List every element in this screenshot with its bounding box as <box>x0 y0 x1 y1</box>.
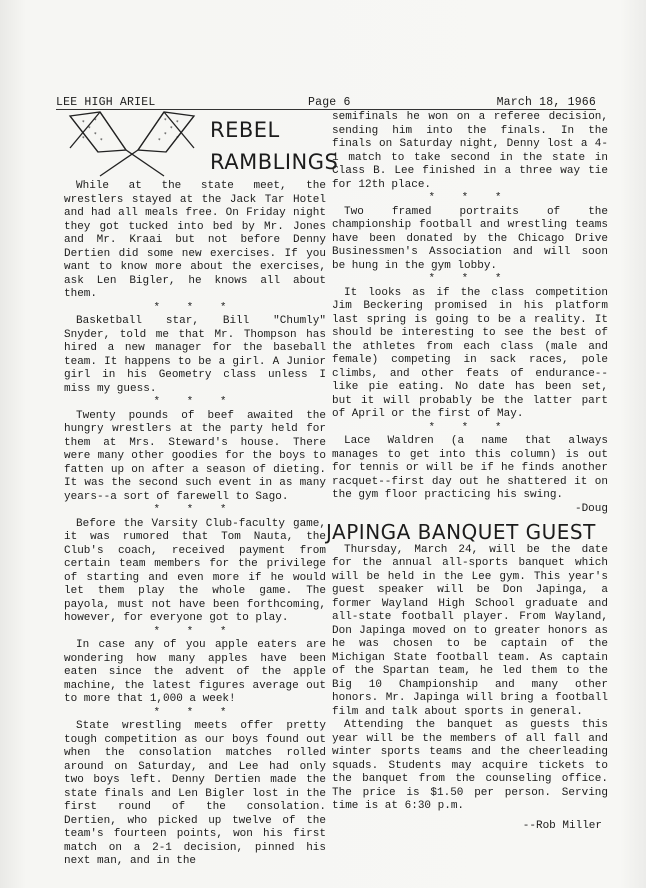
section-separator: * * * <box>153 625 237 638</box>
svg-text:*: * <box>158 138 161 144</box>
section-separator: * * * <box>153 706 237 719</box>
article-paragraph: Twenty pounds of beef awaited the hungry wrestlers at the party held for them at Mrs. Steward's house. There were many other goodies for the boys to fatten up on after a season of dieting. It was the second such event in as many years--a sort of farewell to Sago. <box>64 409 326 503</box>
column-signoff: -Doug <box>574 502 608 515</box>
svg-text:*: * <box>164 118 167 124</box>
issue-date: March 18, 1966 <box>496 96 596 109</box>
article-paragraph: Basketball star, Bill "Chumly" Snyder, told me that Mr. Thompson has hired a new manager for the baseball team. It happens to be a girl. A Junior girl in his Geometry class unless I miss my guess. <box>64 315 326 395</box>
svg-text:*: * <box>82 120 85 126</box>
rebel-crossed-flags-logo <box>64 110 200 180</box>
section-separator: * * * <box>428 421 512 434</box>
article-paragraph: semifinals he won on a referee decision, sending him into the finals. In the finals on Saturday night, Denny lost a 4-1 match to take second in the state in Class B. Lee finished in a three way tie for 12th place. <box>332 111 608 191</box>
svg-text:*: * <box>176 120 179 126</box>
article-paragraph: Lace Waldren (a name that always manages to get into this column) is out for tennis or will be if he finds another racquet--first day out he shattered it on the gym floor practicing his swing. <box>332 435 608 501</box>
article-paragraph: Two framed portraits of the championship football and wrestling teams have been donated by the Chicago Drive Businessmen's Association and will soon be hung in the gym lobby. <box>332 205 608 272</box>
svg-text:*: * <box>164 132 167 138</box>
article-paragraph: While at the state meet, the wrestlers stayed at the Jack Tar Hotel and had all meals free. On Friday night they got tucked into bed by Mr. Jones and Mr. Kraai but not before Denny Dertien did some new exercises. If you want to know more about the exercises, ask Len Bigler, he knows all about them. <box>64 180 326 300</box>
banquet-headline: JAPINGA BANQUET GUEST <box>326 520 596 544</box>
section-separator: * * * <box>153 504 237 516</box>
section-separator: * * * <box>153 396 237 408</box>
svg-text:*: * <box>100 138 103 144</box>
section-separator: * * * <box>428 192 512 204</box>
paper-name: LEE HIGH ARIEL <box>56 96 156 109</box>
svg-text:*: * <box>176 136 179 142</box>
article-paragraph: It looks as if the class competition Jim Beckering promised in his platform last spring is going to be a reality. It should be interesting to see the best of the athletes from each class (male and female) competing in sack races, pole climbs, and other feats of endurance--like pie eating. No date has been set, but it will probably be the latter part of April or the first of May. <box>332 286 608 420</box>
svg-text:*: * <box>94 132 97 138</box>
svg-text:*: * <box>170 126 173 132</box>
column-title-rebel: REBEL <box>210 118 280 142</box>
svg-text:*: * <box>94 118 97 124</box>
article-paragraph: Attending the banquet as guests this year will be the members of all fall and winter sports teams and the cheerleading squads. Students may acquire tickets to the banquet from the counseling office. The price is $1.50 per person. Serving time is at 6:30 p.m. <box>332 719 608 812</box>
svg-text:*: * <box>82 136 85 142</box>
article-paragraph: Thursday, March 24, will be the date for the annual all-sports banquet which will be held in the Lee gym. This year's guest speaker will be Don Japinga, a former Wayland High School graduate and all-state football player. From Wayland, Don Japinga moved on to greater honors as he was chosen to be captain of the Michigan State football team. As captain of the Spartan team, he led them to the Big 10 Championship and many other honors. Mr. Japinga will bring a football film and talk about sports in general. <box>332 543 608 718</box>
column-title-ramblings: RAMBLINGS <box>210 150 339 174</box>
article-paragraph: State wrestling meets offer pretty tough competition as our boys found out when the consolation matches rolled around on Saturday, and Lee had only two boys left. Denny Dertien made the state finals and Len Bigler lost in the first round of the consolation. Dertien, who picked up twelve of the team's fourteen points, won his first match on a 2-1 decision, pinned his next man, and in the <box>64 720 326 867</box>
page-header <box>56 96 596 110</box>
article-byline: --Rob Miller <box>522 819 602 832</box>
page-number: Page 6 <box>308 96 351 109</box>
left-column <box>64 180 326 869</box>
section-separator: * * * <box>153 301 237 314</box>
section-separator: * * * <box>428 273 512 285</box>
right-column <box>326 111 608 833</box>
article-paragraph: Before the Varsity Club-faculty game, it was rumored that Tom Nauta, the Club's coach, received payment from certain team members for the privilege of starting and even more if he would let them play the whole game. The payola, must not have been forthcoming, however, for everyone got to play. <box>64 517 326 624</box>
article-paragraph: In case any of you apple eaters are wondering how many apples have been eaten since the advent of the apple machine, the latest figures average out to more that 1,000 a week! <box>64 639 326 705</box>
svg-text:*: * <box>88 126 91 132</box>
